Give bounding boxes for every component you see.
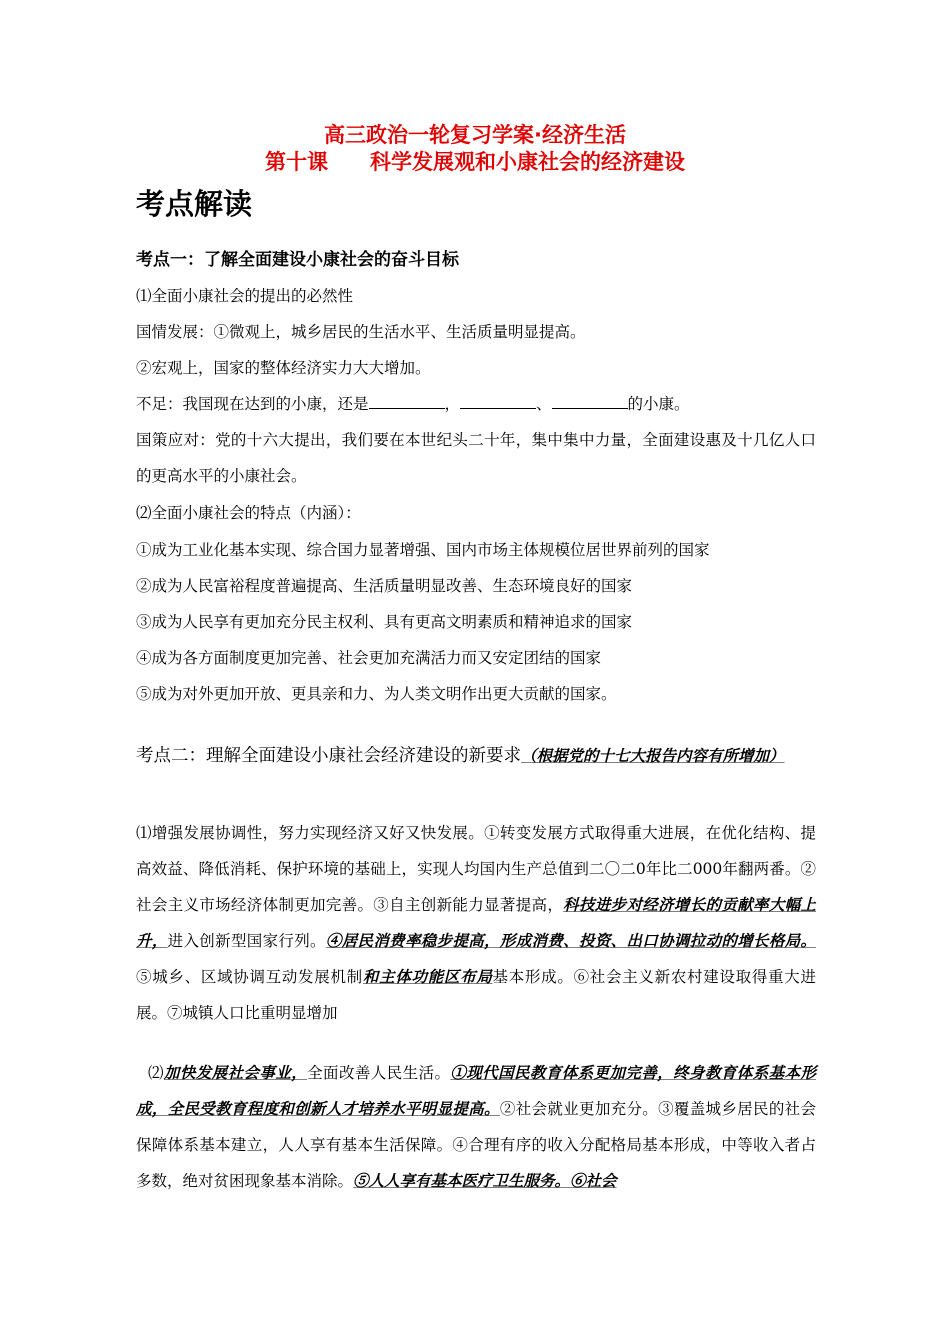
p1-highlight-2: ④居民消费率稳步提高，形成消费、投资、出口协调拉动的增长格局。: [325, 931, 816, 950]
feature-item-4: ④成为各方面制度更加完善、社会更加充满活力而又安定团结的国家: [136, 649, 602, 667]
p2-highlight-3: ⑤人人享有基本医疗卫生服务。⑥社会: [353, 1171, 617, 1190]
kaodian1-sub2: ⑵全面小康社会的特点（内涵）：: [136, 504, 361, 522]
guoce-paragraph: 国策应对：党的十六大提出，我们要在本世纪头二十年，集中集中力量，全面建设惠及十几亿人口的更高水平的小康社会。: [136, 431, 816, 485]
feature-item-1: ①成为工业化基本实现、综合国力显著增强、国内市场主体规模位居世界前列的国家: [136, 541, 710, 559]
buzu-prefix: 不足：我国现在达到的小康，还是: [136, 395, 369, 413]
p1-text-c: ⑤城乡、区域协调互动发展机制: [136, 968, 363, 986]
p1-text-b: 进入创新型国家行列。: [167, 932, 326, 950]
feature-item-5: ⑤成为对外更加开放、更具亲和力、为人类文明作出更大贡献的国家。: [136, 685, 617, 703]
p2-text-a: ⑵: [148, 1064, 164, 1082]
doc-title-line1: 高三政治一轮复习学案·经济生活: [324, 123, 626, 147]
kaodian2-title-note: （根据党的十七大报告内容有所增加）: [521, 746, 785, 765]
guoqing-line2: ②宏观上，国家的整体经济实力大大增加。: [136, 359, 431, 377]
guoqing-line1: 国情发展：①微观上，城乡居民的生活水平、生活质量明显提高。: [136, 323, 586, 341]
kaodian1-sub1: ⑴全面小康社会的提出的必然性: [136, 287, 354, 305]
p1-highlight-3: 和主体功能区布局: [362, 967, 493, 986]
fill-blank-3[interactable]: [552, 393, 628, 409]
p1-text-d: 基本形成。⑥社会主义新农村建设取得重大进展。⑦城镇人口比重明显增加: [136, 968, 816, 1022]
p1-text-a: ⑴增强发展协调性，努力实现经济又好又快发展。①转变发展方式取得重大进展，在优化结构、提高效益、降低消耗、保护环境的基础上，实现人均国内生产总值到二〇二0年比二000年翻两番。② 社会主义市场经济体制更加完善。③自主创新能力显著提高，: [136, 824, 832, 914]
kaodian1-title: 考点一：了解全面建设小康社会的奋斗目标: [136, 250, 459, 270]
buzu-sep1: ，: [444, 395, 461, 413]
p2-highlight-1: 加快发展社会事业，: [163, 1063, 308, 1082]
requirement-paragraph-2: [136, 1055, 816, 1199]
buzu-line: [136, 393, 816, 415]
p2-text-b: 全面改善人民生活。: [307, 1064, 451, 1082]
buzu-sep2: 、: [536, 395, 552, 413]
feature-item-2: ②成为人民富裕程度普遍提高、生活质量明显改善、生态环境良好的国家: [136, 577, 633, 595]
buzu-suffix: 的小康。: [627, 395, 690, 413]
doc-title-line2: 第十课 科学发展观和小康社会的经济建设: [265, 150, 685, 174]
kaodian2-title: 考点二：理解全面建设小康社会经济建设的新要求: [136, 746, 521, 766]
fill-blank-1[interactable]: [369, 393, 445, 409]
fill-blank-2[interactable]: [460, 393, 536, 409]
requirement-paragraph-1: [136, 815, 832, 1031]
section-heading: 考点解读: [136, 187, 253, 221]
p1-highlight-1: 科技进步对经济增长的贡献率大幅上升，: [136, 895, 816, 950]
p2-text-c: ②社会就业更加充分。③覆盖城乡居民的社会保障体系基本建立，人人享有基本生活保障。④合理有序的收入分配格局基本形成，中等收入者占多数，绝对贫困现象基本消除。: [136, 1100, 816, 1190]
feature-item-3: ③成为人民享有更加充分民主权利、具有更高文明素质和精神追求的国家: [136, 613, 633, 631]
p2-highlight-2: ①现代国民教育体系更加完善，终身教育体系基本形成，全民受教育程度和创新人才培养水平明显提高。: [136, 1063, 816, 1118]
kaodian2-title-block: [136, 738, 816, 774]
